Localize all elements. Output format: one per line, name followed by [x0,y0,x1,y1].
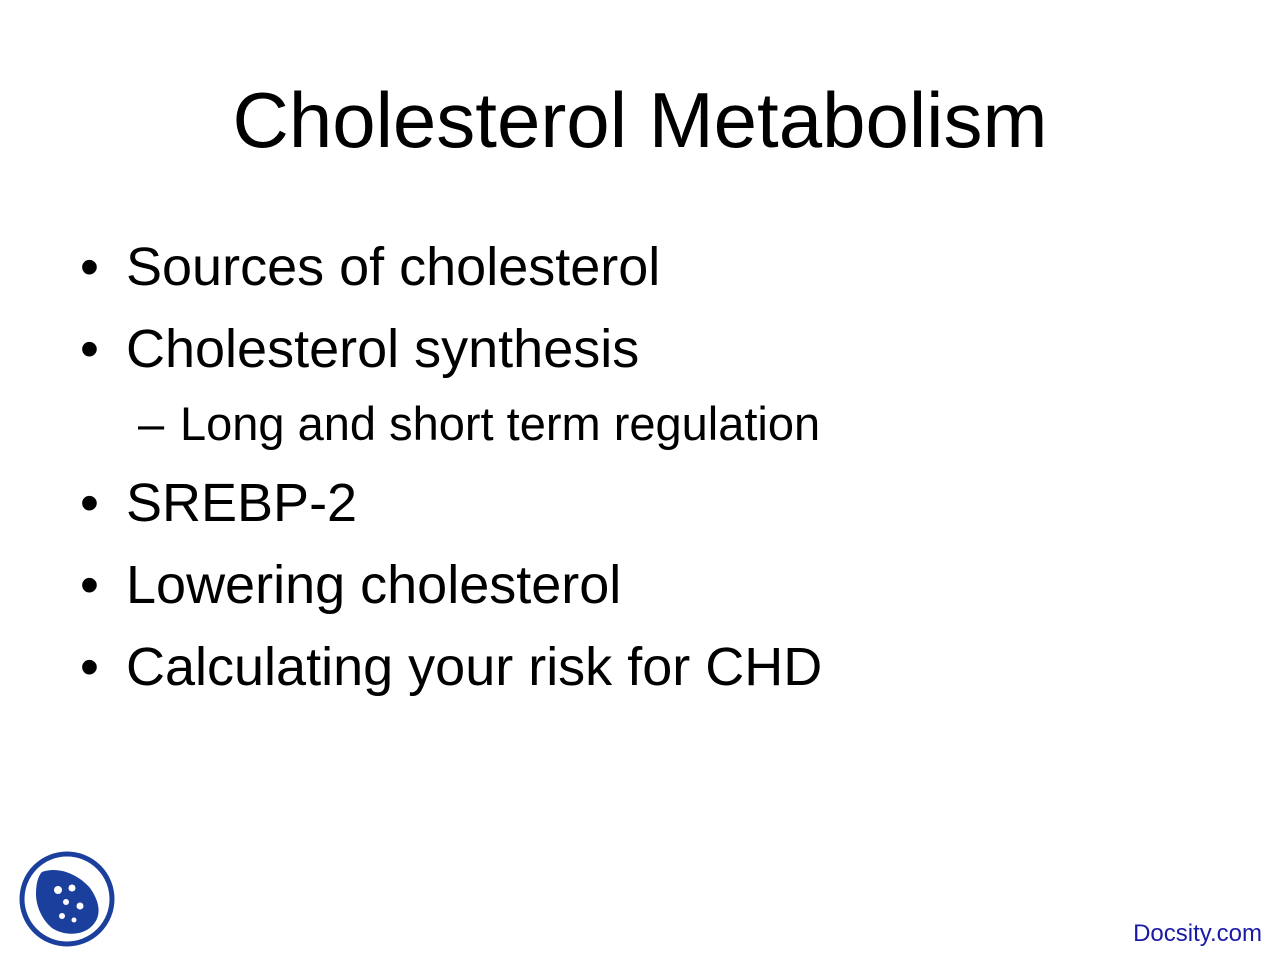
brand-text[interactable]: Docsity.com [1133,920,1262,947]
slide-title: Cholesterol Metabolism [232,76,1048,164]
bullet-text: Cholesterol synthesis [126,319,640,379]
bullet-text: Sources of cholesterol [126,237,661,297]
sub-bullet-text: Long and short term regulation [180,397,821,450]
bullet-marker: • [80,555,99,615]
bullet-text: Calculating your risk for CHD [126,637,823,697]
docsity-logo-icon [18,850,116,948]
bullet-marker: • [80,237,99,297]
bullet-text: SREBP-2 [126,473,358,533]
bullet-marker: • [80,473,99,533]
bullet-text: Lowering cholesterol [126,555,622,615]
bullet-marker: • [80,637,99,697]
bullet-marker: • [80,319,99,379]
sub-bullet-marker: – [138,397,165,450]
